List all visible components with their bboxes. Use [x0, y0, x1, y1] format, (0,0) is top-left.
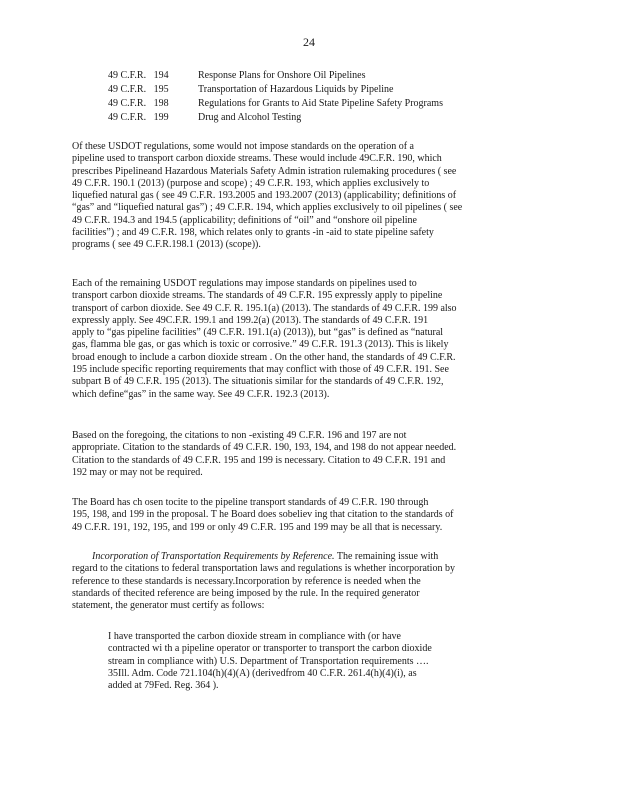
text-line: transport of carbon dioxide. See 49 C.F. R. 195.1(a) (2013). The standards of 49 C.F.R. 199 also — [72, 302, 457, 314]
page-number: 24 — [303, 35, 315, 49]
text-line: pipeline used to transport carbon dioxide streams. These would include 49C.F.R. 190, which — [72, 153, 442, 165]
text-line — [72, 551, 532, 563]
cfr-code: 49 C.F.R. 195 — [108, 84, 169, 95]
cfr-title: Transportation of Hazardous Liquids by Pipeline — [198, 84, 394, 95]
text-line: Citation to the standards of 49 C.F.R. 195 and 199 is necessary. Citation to 49 C.F.R. 191 and — [72, 454, 446, 466]
quote-line: added at 79Fed. Reg. 364 ). — [108, 680, 219, 692]
block-quote-certification — [108, 631, 498, 692]
section-heading: Incorporation of Transportation Requirements by Reference. — [92, 551, 335, 562]
text-line: prescribes Pipelineand Hazardous Materials Safety Admin istration rulemaking procedures ( see — [72, 165, 457, 177]
text-line: regard to the citations to federal transportation laws and regulations is whether incorporation by — [72, 563, 455, 575]
cfr-list — [108, 69, 443, 125]
text-line: 195 include specific reporting requirements that may conflict with those of 49 C.F.R. 191. See — [72, 364, 449, 376]
quote-line: contracted wi th a pipeline operator or transporter to transport the carbon dioxide — [108, 643, 432, 655]
text-line: broad enough to include a carbon dioxide stream . On the other hand, the standards of 49 C.F.R. — [72, 351, 456, 363]
text-line: liquefied natural gas ( see 49 C.F.R. 193.2005 and 193.2007 (2013) (applicability; definitions of — [72, 190, 457, 202]
text-line: statement, the generator must certify as follows: — [72, 600, 265, 612]
quote-line: I have transported the carbon dioxide stream in compliance with (or have — [108, 631, 401, 642]
text-line: appropriate. Citation to the standards of 49 C.F.R. 190, 193, 194, and 198 do not appear needed. — [72, 442, 457, 454]
paragraph-foregoing — [72, 430, 532, 479]
text-line: 49 C.F.R. 190.1 (2013) (purpose and scope) ; 49 C.F.R. 193, which applies exclusively to — [72, 177, 430, 189]
text-line: apply to “gas pipeline facilities” (49 C.F.R. 191.1(a) (2013)), but “gas” is defined as “natural — [72, 327, 444, 339]
text-line: gas, flamma ble gas, or gas which is toxic or corrosive.” 49 C.F.R. 191.3 (2013). This is likely — [72, 339, 449, 351]
cfr-list-item — [108, 111, 443, 125]
text-line: 192 may or may not be required. — [72, 466, 203, 478]
paragraph-usdot-regulations — [72, 141, 532, 252]
text-line: facilities”) ; and 49 C.F.R. 198, which relates only to grants -in -aid to state pipeline safety — [72, 227, 434, 239]
text-line: programs ( see 49 C.F.R.198.1 (2013) (scope)). — [72, 239, 261, 251]
text-line: 49 C.F.R. 194.3 and 194.5 (applicability; definitions of “oil” and “onshore oil pipeline — [72, 214, 417, 226]
text-line: 195, 198, and 199 in the proposal. T he Board does sobeliev ing that citation to the standards of — [72, 509, 454, 521]
text-line: Based on the foregoing, the citations to non -existing 49 C.F.R. 196 and 197 are not — [72, 430, 407, 441]
text-line: The Board has ch osen tocite to the pipeline transport standards of 49 C.F.R. 190 through — [72, 497, 429, 508]
text-line: which define“gas” in the same way. See 49 C.F.R. 192.3 (2013). — [72, 388, 330, 400]
text-line: reference to these standards is necessary.Incorporation by reference is needed when the — [72, 575, 421, 587]
paragraph-incorporation-by-reference — [72, 551, 532, 612]
text-line: Of these USDOT regulations, some would not impose standards on the operation of a — [72, 141, 414, 152]
quote-line: 35Ill. Adm. Code 721.104(h)(4)(A) (derivedfrom 40 C.F.R. 261.4(h)(4)(i), as — [108, 667, 417, 679]
text-line: subpart B of 49 C.F.R. 195 (2013). The situationis similar for the standards of 49 C.F.R. 192, — [72, 376, 444, 388]
cfr-title: Drug and Alcohol Testing — [198, 112, 302, 123]
text-line: 49 C.F.R. 191, 192, 195, and 199 or only 49 C.F.R. 195 and 199 may be all that is necessary. — [72, 521, 443, 533]
text-line: expressly apply. See 49C.F.R. 199.1 and 199.2(a) (2013). The standards of 49 C.F.R. 191 — [72, 314, 429, 326]
cfr-code: 49 C.F.R. 198 — [108, 98, 169, 109]
quote-line: stream in compliance with) U.S. Department of Transportation requirements …. — [108, 655, 429, 667]
text-line: transport carbon dioxide streams. The standards of 49 C.F.R. 195 expressly apply to pipeline — [72, 290, 443, 302]
cfr-title: Regulations for Grants to Aid State Pipeline Safety Programs — [198, 98, 443, 109]
text-line: Each of the remaining USDOT regulations may impose standards on pipelines used to — [72, 278, 417, 289]
heading-tail: The remaining issue with — [334, 551, 439, 562]
text-line: standards of thecited reference are being imposed by the rule. In the required generator — [72, 587, 420, 599]
cfr-list-item — [108, 83, 443, 97]
cfr-list-item — [108, 69, 443, 83]
cfr-title: Response Plans for Onshore Oil Pipelines — [198, 70, 366, 81]
cfr-list-item — [108, 97, 443, 111]
cfr-code: 49 C.F.R. 199 — [108, 112, 169, 123]
cfr-code: 49 C.F.R. 194 — [108, 70, 169, 81]
paragraph-remaining-regulations — [72, 278, 532, 401]
paragraph-board-citation — [72, 497, 532, 534]
text-line: “gas” and “liquefied natural gas”) ; 49 C.F.R. 194, which applies exclusively to oil pipelines ( see — [72, 202, 463, 214]
